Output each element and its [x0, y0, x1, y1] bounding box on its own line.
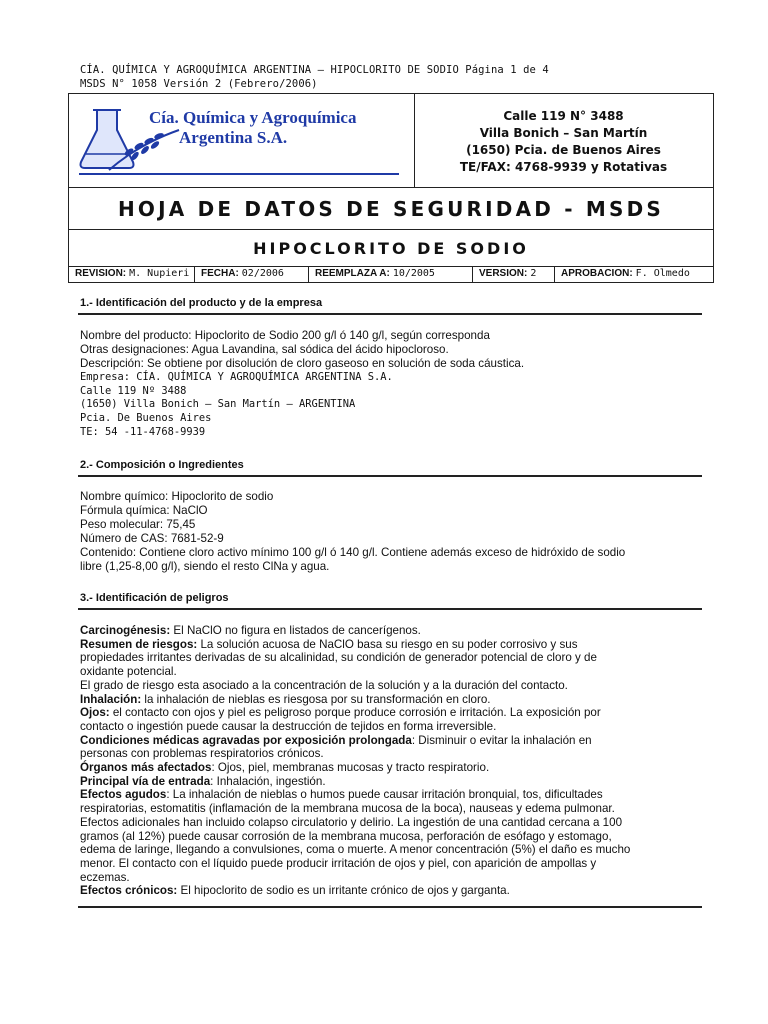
- company-name-line-2: Argentina S.A.: [179, 128, 288, 147]
- page-header-line-2: MSDS N° 1058 Versión 2 (Febrero/2006): [80, 78, 318, 90]
- section-3-line-text: personas con problemas respiratorios crónicos.: [80, 747, 324, 761]
- document-title: HOJA DE DATOS DE SEGURIDAD - MSDS: [117, 197, 664, 221]
- section-3-line: [80, 624, 421, 638]
- section-3-line: [80, 802, 615, 816]
- section-3-line-text: el contacto con ojos y piel es peligroso porque produce corrosión e irritación. La exposición por: [109, 706, 601, 720]
- section-3-line: [80, 761, 489, 775]
- section-1-company-line: Pcia. De Buenos Aires: [80, 412, 212, 424]
- section-1-title: 1.- Identificación del producto y de la empresa: [80, 297, 323, 309]
- document-title-box: [68, 188, 714, 230]
- section-1-line: Descripción: Se obtiene por disolución de cloro gaseoso en solución de soda cáustica.: [80, 357, 525, 370]
- aprobacion-cell: APROBACION: F. Olmedo: [561, 268, 690, 279]
- section-2-line: libre (1,25-8,00 g/l), siendo el resto ClNa y agua.: [80, 560, 330, 573]
- section-2-line: Fórmula química: NaClO: [80, 504, 208, 517]
- section-3-line-text: menor. El contacto con el líquido puede producir irritación de ojos y piel, con aparición de ampollas y: [80, 856, 597, 870]
- section-2-line: Peso molecular: 75,45: [80, 518, 196, 531]
- section-1-company-line: TE: 54 -11-4768-9939: [80, 426, 206, 438]
- section-3-line: [80, 775, 326, 789]
- product-title: HIPOCLORITO DE SODIO: [253, 239, 529, 258]
- section-2-line: Contenido: Contiene cloro activo mínimo 100 g/l ó 140 g/l. Contiene además exceso de hidróxido de sodio: [80, 546, 626, 559]
- section-3-line-label: Principal vía de entrada: [80, 774, 211, 788]
- address-line: Villa Bonich – San Martín: [479, 126, 648, 140]
- section-3-line-label: Carcinogénesis:: [80, 624, 171, 637]
- section-3-line-label: Condiciones médicas agravadas por exposición prolongada: [80, 733, 412, 747]
- section-3-line: [80, 679, 568, 693]
- section-3-line-text: : La inhalación de nieblas o humos puede causar irritación bronquial, tos, dificultades: [166, 788, 603, 802]
- revision-cell: REVISION: M. Nupieri: [69, 267, 195, 282]
- section-2-line: Nombre químico: Hipoclorito de sodio: [80, 490, 274, 503]
- section-3-bottom-rule: [78, 906, 702, 908]
- section-3-line: [80, 857, 596, 871]
- section-3-title: 3.- Identificación de peligros: [80, 592, 229, 604]
- section-3-line: [80, 706, 601, 720]
- section-1-company-line: Calle 119 Nº 3488: [80, 385, 187, 397]
- address-line: Calle 119 N° 3488: [503, 109, 624, 123]
- section-3-line-text: El NaClO no figura en listados de cancerígenos.: [170, 624, 421, 637]
- section-1-line: Nombre del producto: Hipoclorito de Sodio 200 g/l ó 140 g/l, según corresponda: [80, 329, 490, 342]
- section-3-line: [80, 638, 578, 652]
- section-3-line-text: propiedades irritantes derivadas de su alcalinidad, su condición de generador potencial de cloro y de: [80, 651, 597, 665]
- section-3-line: [80, 665, 177, 679]
- revision-row: [68, 267, 714, 283]
- section-3-line-text: la inhalación de nieblas es riesgosa por su transformación en cloro.: [141, 692, 491, 706]
- section-3-line-text: contacto o ingestión puede causar la destrucción de tejidos en forma irreversible.: [80, 719, 497, 733]
- section-3-line-text: : Inhalación, ingestión.: [210, 774, 326, 788]
- fecha-cell: FECHA: 02/2006: [195, 267, 309, 282]
- section-3-line-label: Resumen de riesgos:: [80, 637, 198, 651]
- section-3-line: [80, 843, 630, 857]
- section-3-line-text: : Disminuir o evitar la inhalación en: [411, 733, 592, 747]
- section-3-line-text: gramos (al 12%) puede causar corrosión de la membrana mucosa, perforación de esófago y estomago,: [80, 829, 612, 843]
- section-3-line-text: respiratorias, estomatitis (inflamación de la membrana mucosa de la boca), nauseas y edema pulmonar.: [80, 802, 615, 816]
- section-3-line: [80, 816, 622, 830]
- section-3-line-label: Efectos crónicos:: [80, 884, 178, 898]
- section-3-line: [80, 884, 510, 898]
- address-line: (1650) Pcia. de Buenos Aires: [466, 143, 661, 157]
- section-3-line: [80, 651, 597, 665]
- section-3-line-text: edema de laringe, llegando a convulsiones, coma o muerte. A menor concentración (5%) el daño es mucho: [80, 843, 631, 857]
- address-line: TE/FAX: 4768-9939 y Rotativas: [459, 160, 668, 174]
- section-3-line-text: El grado de riesgo esta asociado a la concentración de la solución y a la duración del contacto.: [80, 678, 568, 692]
- section-3-line-label: Ojos:: [80, 706, 110, 720]
- company-name-line-1: Cía. Química y Agroquímica: [149, 108, 357, 127]
- section-3-line-text: oxidante potencial.: [80, 665, 177, 679]
- section-3-line-label: Órganos más afectados: [80, 761, 212, 774]
- section-3-line: [80, 734, 592, 748]
- company-address: [414, 108, 713, 176]
- section-3-line-text: El hipoclorito de sodio es un irritante crónico de ojos y garganta.: [177, 884, 510, 898]
- page-header-line-1: CÍA. QUÍMICA Y AGROQUÍMICA ARGENTINA – HIPOCLORITO DE SODIO Página 1 de 4: [80, 64, 549, 76]
- section-3-line: [80, 871, 130, 885]
- section-2-title: 2.- Composición o Ingredientes: [80, 459, 244, 471]
- section-1-company-line: Empresa: CÍA. QUÍMICA Y AGROQUÍMICA ARGENTINA S.A.: [80, 371, 393, 383]
- section-3-line: [80, 693, 491, 707]
- section-2-line: Número de CAS: 7681-52-9: [80, 532, 224, 545]
- company-header-box: [68, 93, 714, 188]
- section-1-rule: [78, 313, 702, 315]
- reemplaza-cell: REEMPLAZA A: 10/2005: [309, 267, 473, 282]
- section-3-line-text: : Ojos, piel, membranas mucosas y tracto respiratorio.: [211, 761, 490, 774]
- section-1-line: Otras designaciones: Agua Lavandina, sal sódica del ácido hipocloroso.: [80, 343, 449, 356]
- product-title-box: [68, 230, 714, 267]
- section-3-line-label: Efectos agudos: [80, 788, 167, 802]
- section-3-line-text: eczemas.: [80, 870, 130, 884]
- company-logo: [69, 94, 414, 187]
- section-3-line: [80, 747, 324, 761]
- section-3-line-text: Efectos adicionales han incluido colapso circulatorio y delirio. La ingestión de una cantidad cercana a 100: [80, 815, 623, 829]
- section-1-company-line: (1650) Villa Bonich – San Martín – ARGENTINA: [80, 398, 356, 410]
- version-cell: VERSION: 2: [473, 267, 555, 282]
- section-3-line: [80, 830, 612, 844]
- section-3-rule: [78, 608, 702, 610]
- section-3-line-label: Inhalación:: [80, 692, 142, 706]
- section-3-line-text: La solución acuosa de NaClO basa su riesgo en su poder corrosivo y sus: [197, 637, 578, 651]
- section-2-rule: [78, 475, 702, 477]
- section-3-line: [80, 720, 496, 734]
- section-3-line: [80, 788, 603, 802]
